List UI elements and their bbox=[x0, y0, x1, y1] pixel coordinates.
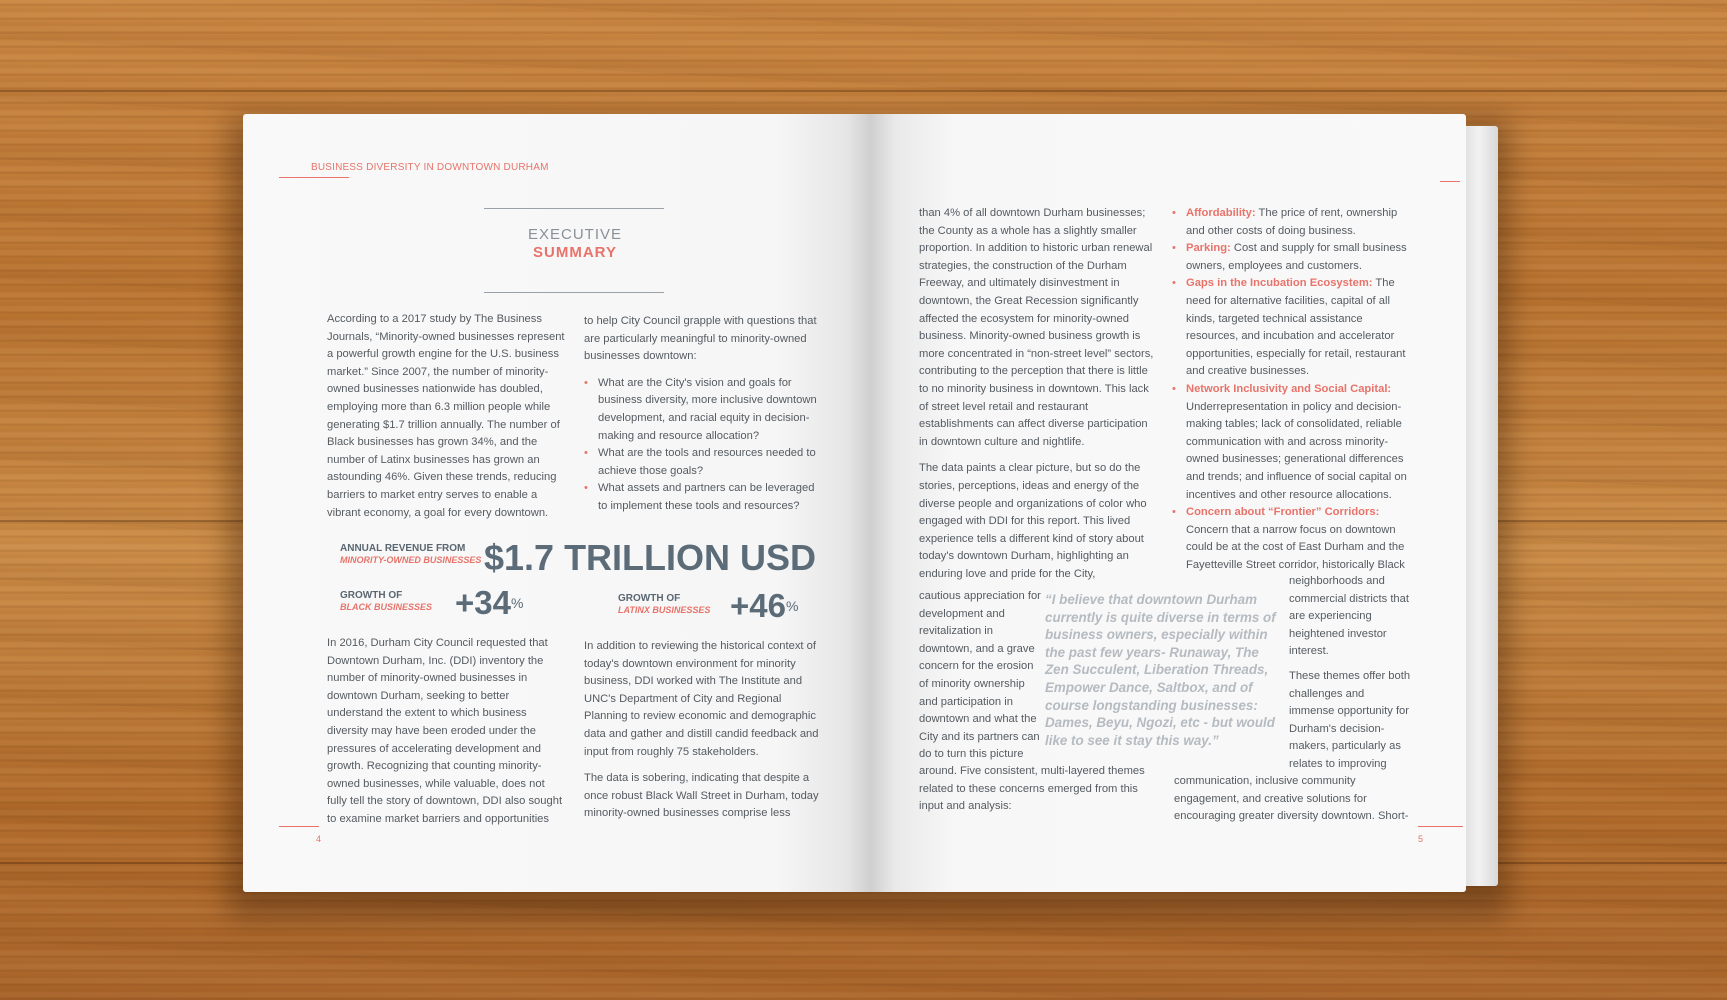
theme-item bbox=[1172, 275, 1412, 381]
black-growth-sublabel: BLACK BUSINESSES bbox=[340, 602, 433, 612]
themes-block bbox=[1172, 205, 1412, 574]
theme-keyword: Parking: bbox=[1186, 242, 1231, 255]
theme-text: The need for alternative facilities, capital of all kinds, targeted technical assistance resources, and incubation and accelerator opportunities, especially for retail, restaurant and creative businesses. bbox=[1186, 277, 1406, 378]
context-paragraph bbox=[919, 205, 1159, 583]
council-request-paragraph bbox=[327, 635, 567, 829]
percent-sign: % bbox=[510, 595, 524, 611]
page-edge-stack bbox=[1466, 126, 1498, 886]
themes-list bbox=[1172, 205, 1412, 574]
pull-quote: “I believe that downtown Durham currently is quite diverse in terms of business owners, especially within the past few years- Runaway, The Zen Succulent, Liberation Threads, Empower Dance, Saltbox, and of course longstanding businesses: Dames, Beyu, Ngozi, etc - but would like to see it stay this way.” bbox=[1045, 592, 1276, 748]
revenue-label: ANNUAL REVENUE FROM bbox=[340, 543, 466, 554]
page-title-executive: EXECUTIVE bbox=[527, 226, 623, 243]
intro-text: According to a 2017 study by The Business Journals, “Minority-owned businesses represent a powerful growth engine for the U.S. business market.” Since 2007, the number of minority-owned businesses nationwide has doubled, employing more than 6.3 million people while generating $1.7 trillion annually. The number of Black businesses has grown 34%, and the number of Latinx businesses has grown an astounding 46%. Given these trends, reducing barriers to market entry serves to enable a vibrant economy, a goal for every downtown. bbox=[327, 313, 565, 519]
themes-intro-end: around. Five consistent, multi-layered themes related to these concerns emerged from this input and analysis: bbox=[919, 765, 1145, 813]
stories-text: The data paints a clear picture, but so do the stories, perceptions, ideas and energy of the diverse people and organizations of color who engaged with DDI for this report. This lived experience tells a different kind of story about today's downtown Durham, highlighting an enduring love and pride for the City, bbox=[919, 462, 1147, 580]
wood-seam bbox=[0, 90, 1727, 92]
header-rule-right bbox=[1440, 181, 1460, 182]
theme-text: The price of rent, ownership and other costs of doing business. bbox=[1186, 207, 1398, 237]
running-head-rule bbox=[279, 177, 349, 178]
theme-keyword: Network Inclusivity and Social Capital: bbox=[1186, 382, 1392, 395]
running-head: BUSINESS DIVERSITY IN DOWNTOWN DURHAM bbox=[311, 162, 549, 173]
theme-keyword: Gaps in the Incubation Ecosystem: bbox=[1186, 277, 1373, 290]
themes-continued bbox=[1289, 573, 1411, 774]
theme-keyword: Concern about “Frontier” Corridors: bbox=[1186, 506, 1380, 519]
corridor-continued-text: neighborhoods and commercial districts that are experiencing heightened investor interest. bbox=[1289, 575, 1409, 658]
intro-paragraph bbox=[327, 311, 567, 522]
theme-keyword: Affordability: bbox=[1186, 207, 1256, 219]
page-number-right: 5 bbox=[1418, 834, 1424, 844]
sobering-text: The data is sobering, indicating that despite a once robust Black Wall Street in Durham, today minority-owned businesses comprise less bbox=[584, 772, 819, 820]
review-paragraphs bbox=[584, 638, 824, 823]
black-growth-value: +34 bbox=[455, 584, 511, 621]
percent-sign: % bbox=[785, 598, 799, 614]
question-item: • What are the City's vision and goals for business diversity, more inclusive downtown development, and racial equity in decision-making and resource allocation? bbox=[584, 375, 824, 445]
theme-item bbox=[1172, 205, 1412, 240]
title-rule-top bbox=[484, 208, 664, 209]
questions-list bbox=[584, 375, 824, 516]
council-request-text: In 2016, Durham City Council requested that Downtown Durham, Inc. (DDI) inventory the number of minority-owned businesses in downtown Durham, seeking to better understand the extent to which business diversity may have been eroded under the pressures of accelerating development and growth. Recognizing that counting minority-owned businesses, while valuable, does not fully tell the story of downtown, DDI also sought to examine market barriers and opportunities bbox=[327, 637, 563, 825]
latinx-growth-stat bbox=[730, 588, 798, 624]
latinx-growth-sublabel: LATINX BUSINESSES bbox=[618, 605, 711, 615]
theme-item bbox=[1172, 240, 1412, 275]
questions-block bbox=[584, 313, 824, 516]
opportunity-text: These themes offer both challenges and immense opportunity for Durham's decision-makers, particularly as relates to improving bbox=[1289, 669, 1411, 770]
theme-text: Concern that a narrow focus on downtown could be at the cost of East Durham and the Fayetteville Street corridor, historically Black bbox=[1186, 523, 1405, 571]
theme-text: Cost and supply for small business owners, employees and customers. bbox=[1186, 242, 1407, 272]
black-growth-label bbox=[340, 590, 432, 613]
theme-item bbox=[1172, 381, 1412, 504]
context-text: than 4% of all downtown Durham businesses; the County as a whole has a slightly smaller proportion. In addition to historic urban renewal strategies, the construction of the Durham Freeway, and ultimately disinvestment in downtown, the Great Recession significantly affected the ecosystem for minority-owned business. Minority-owned business growth is more concentrated in “non-street level” sectors, contributing to the perception that there is little to no minority business in downtown. This lack of street level retail and restaurant establishments can affect diverse participation in downtown culture and nightlife. bbox=[919, 207, 1154, 448]
page-number-left: 4 bbox=[316, 834, 322, 844]
questions-intro: to help City Council grapple with questions that are particularly meaningful to minority-owned businesses downtown: bbox=[584, 315, 817, 363]
review-text: In addition to reviewing the historical context of today's downtown environment for minority business, DDI worked with The Institute and UNC's Department of City and Regional Planning to review economic and demographic data and gather and distill candid feedback and input from roughly 75 stakeholders. bbox=[584, 640, 819, 758]
theme-text: Underrepresentation in policy and decision-making tables; lack of consolidated, reliable communication with and across minority-owned businesses; generational differences and trends; and influence of social capital on incentives and other resource allocations. bbox=[1186, 400, 1407, 501]
revenue-stat-value: $1.7 TRILLION USD bbox=[484, 537, 817, 578]
page-title-summary: SUMMARY bbox=[533, 244, 617, 261]
revenue-sublabel: MINORITY-OWNED BUSINESSES bbox=[340, 555, 482, 565]
theme-item bbox=[1172, 504, 1412, 574]
latinx-growth-title: GROWTH OF bbox=[618, 593, 681, 604]
black-growth-stat bbox=[455, 585, 523, 621]
latinx-growth-label bbox=[618, 593, 710, 616]
revenue-stat-label bbox=[340, 543, 481, 566]
question-item: • What are the tools and resources needed to achieve those goals? bbox=[584, 445, 824, 480]
footer-rule-left bbox=[279, 826, 319, 827]
footer-rule-right bbox=[1418, 826, 1463, 827]
question-item: • What assets and partners can be leveraged to implement these tools and resources? bbox=[584, 480, 824, 515]
latinx-growth-value: +46 bbox=[730, 587, 786, 624]
title-rule-bottom bbox=[484, 292, 664, 293]
stories-narrow-text: cautious appreciation for development and revitalization in downtown, and a grave concern for the erosion of minority ownership and participation in downtown and what the City and its partners can do to turn this picture bbox=[919, 590, 1041, 761]
closing-text: communication, inclusive community engagement, and creative solutions for encouraging greater diversity downtown. Short- bbox=[1174, 775, 1409, 823]
black-growth-title: GROWTH OF bbox=[340, 590, 403, 601]
